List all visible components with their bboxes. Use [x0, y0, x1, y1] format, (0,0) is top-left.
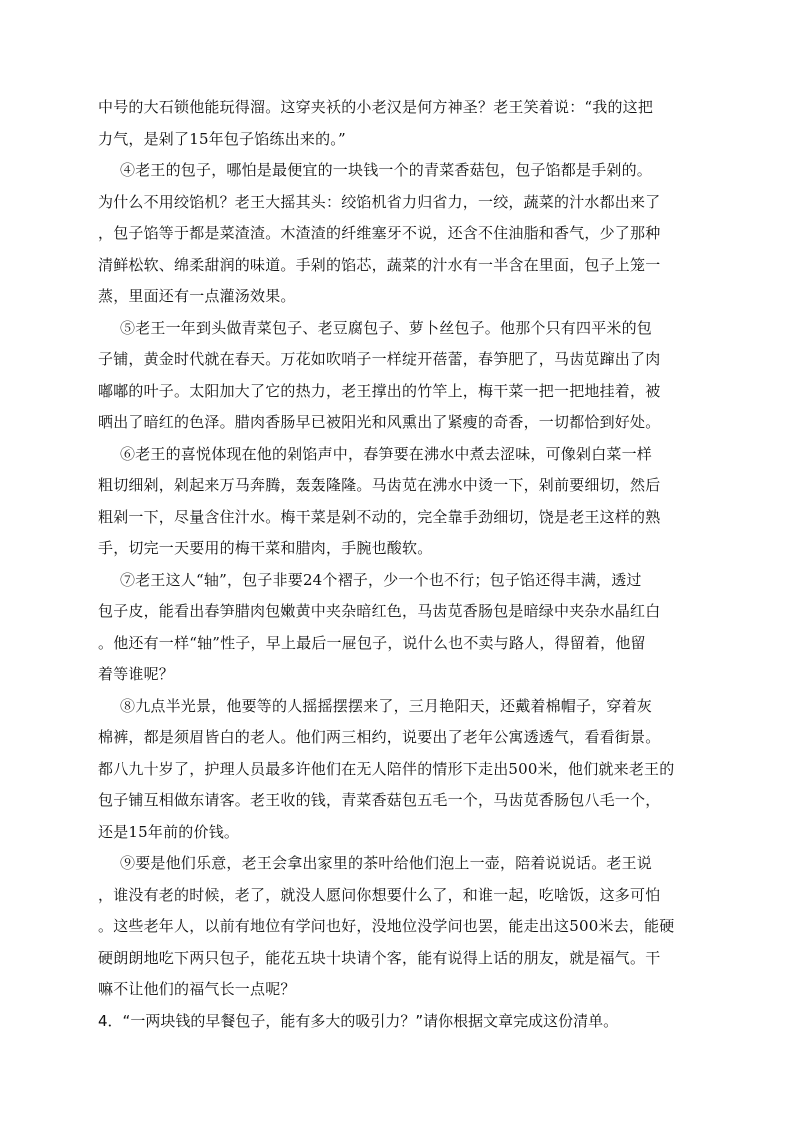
paragraph-line: 还是15年前的价钱。	[98, 822, 240, 841]
paragraph-line: 嘟嘟的叶子。太阳加大了它的热力，老王撑出的竹竿上，梅干菜一把一把地挂着，被	[98, 381, 661, 400]
paragraph-line: ⑥老王的喜悦体现在他的剁馅声中，春笋要在沸水中煮去涩味，可像剁白菜一样	[120, 444, 653, 463]
paragraph-line: 。他还有一样“轴”性子，早上最后一屉包子，说什么也不卖与路人，得留着，他留	[98, 633, 646, 652]
paragraph-line: 包子皮，能看出春笋腊肉包嫩黄中夹杂暗红色，马齿苋香肠包是暗绿中夹杂水晶红白	[98, 602, 661, 620]
paragraph-line: 中号的大石锁他能玩得溜。这穿夹袄的小老汉是何方神圣？老王笑着说：“我的这把	[98, 98, 654, 116]
paragraph-line: ⑧九点半光景，他要等的人摇摇摆摆来了，三月艳阳天，还戴着棉帽子，穿着灰	[120, 696, 653, 715]
paragraph-line: ⑤老王一年到头做青菜包子、老豆腐包子、萝卜丝包子。他那个只有四平米的包	[120, 318, 653, 337]
paragraph-line: 手，切完一天要用的梅干菜和腊肉，手腕也酸软。	[98, 539, 433, 557]
paragraph-line: 都八九十岁了，护理人员最多许他们在无人陪伴的情形下走出500米，他们就来老王的	[98, 759, 675, 778]
paragraph-line: 嘛不让他们的福气长一点呢？	[98, 980, 296, 998]
question-text: 4．“一两块钱的早餐包子，能有多大的吸引力？”请你根据文章完成这份清单。	[98, 1011, 619, 1030]
paragraph-line: 晒出了暗红的色泽。腊肉香肠早已被阳光和风熏出了紧瘦的奇香，一切都恰到好处。	[98, 413, 661, 431]
paragraph-line: ，包子馅等于都是菜渣渣。木渣渣的纤维塞牙不说，还含不住油脂和香气，少了那种	[98, 224, 661, 242]
paragraph-line: 蒸，里面还有一点灌汤效果。	[98, 287, 296, 305]
paragraph-line: 包子铺互相做东请客。老王收的钱，青菜香菇包五毛一个，马齿苋香肠包八毛一个，	[98, 791, 661, 809]
paragraph-line: ④老王的包子，哪怕是最便宜的一块钱一个的青菜香菇包，包子馅都是手剁的。	[120, 161, 653, 179]
paragraph-line: 粗切细剁，剁起来万马奔腾，轰轰隆隆。马齿苋在沸水中烫一下，剁前要细切，然后	[98, 476, 661, 494]
paragraph-line: 棉裤，都是须眉皆白的老人。他们两三相约，说要出了老年公寓透透气，看看街景。	[98, 728, 661, 746]
paragraph-line: ⑨要是他们乐意，老王会拿出家里的茶叶给他们泡上一壶，陪着说说话。老王说	[120, 854, 653, 872]
paragraph-line: 粗剁一下，尽量含住汁水。梅干菜是剁不动的，完全靠手劲细切，饶是老王这样的熟	[98, 507, 661, 526]
article-body	[98, 92, 698, 1037]
paragraph-line: 清鲜松软、绵柔甜润的味道。手剁的馅芯，蔬菜的汁水有一半含在里面，包子上笼一	[98, 255, 661, 274]
paragraph-line: 子铺，黄金时代就在春天。万花如吹哨子一样绽开蓓蕾，春笋肥了，马齿苋蹿出了肉	[98, 350, 661, 368]
paragraph-line: 力气，是剁了15年包子馅练出来的。”	[98, 129, 346, 148]
paragraph-line: 为什么不用绞馅机？老王大摇其头：绞馅机省力归省力，一绞，蔬菜的汁水都出来了	[98, 192, 661, 211]
paragraph-line: 着等谁呢？	[98, 665, 175, 683]
paragraph-line: ⑦老王这人“轴”，包子非要24个褶子，少一个也不行；包子馅还得丰满，透过	[120, 570, 642, 589]
paragraph-line: ，谁没有老的时候，老了，就没人愿问你想要什么了，和谁一起，吃啥饭，这多可怕	[98, 885, 661, 904]
paragraph-line: 硬朗朗地吃下两只包子，能花五块十块请个客，能有说得上话的朋友，就是福气。干	[98, 948, 661, 967]
paragraph-line: 。这些老年人，以前有地位有学问也好，没地位没学问也罢，能走出这500米去，能硬	[98, 917, 675, 935]
